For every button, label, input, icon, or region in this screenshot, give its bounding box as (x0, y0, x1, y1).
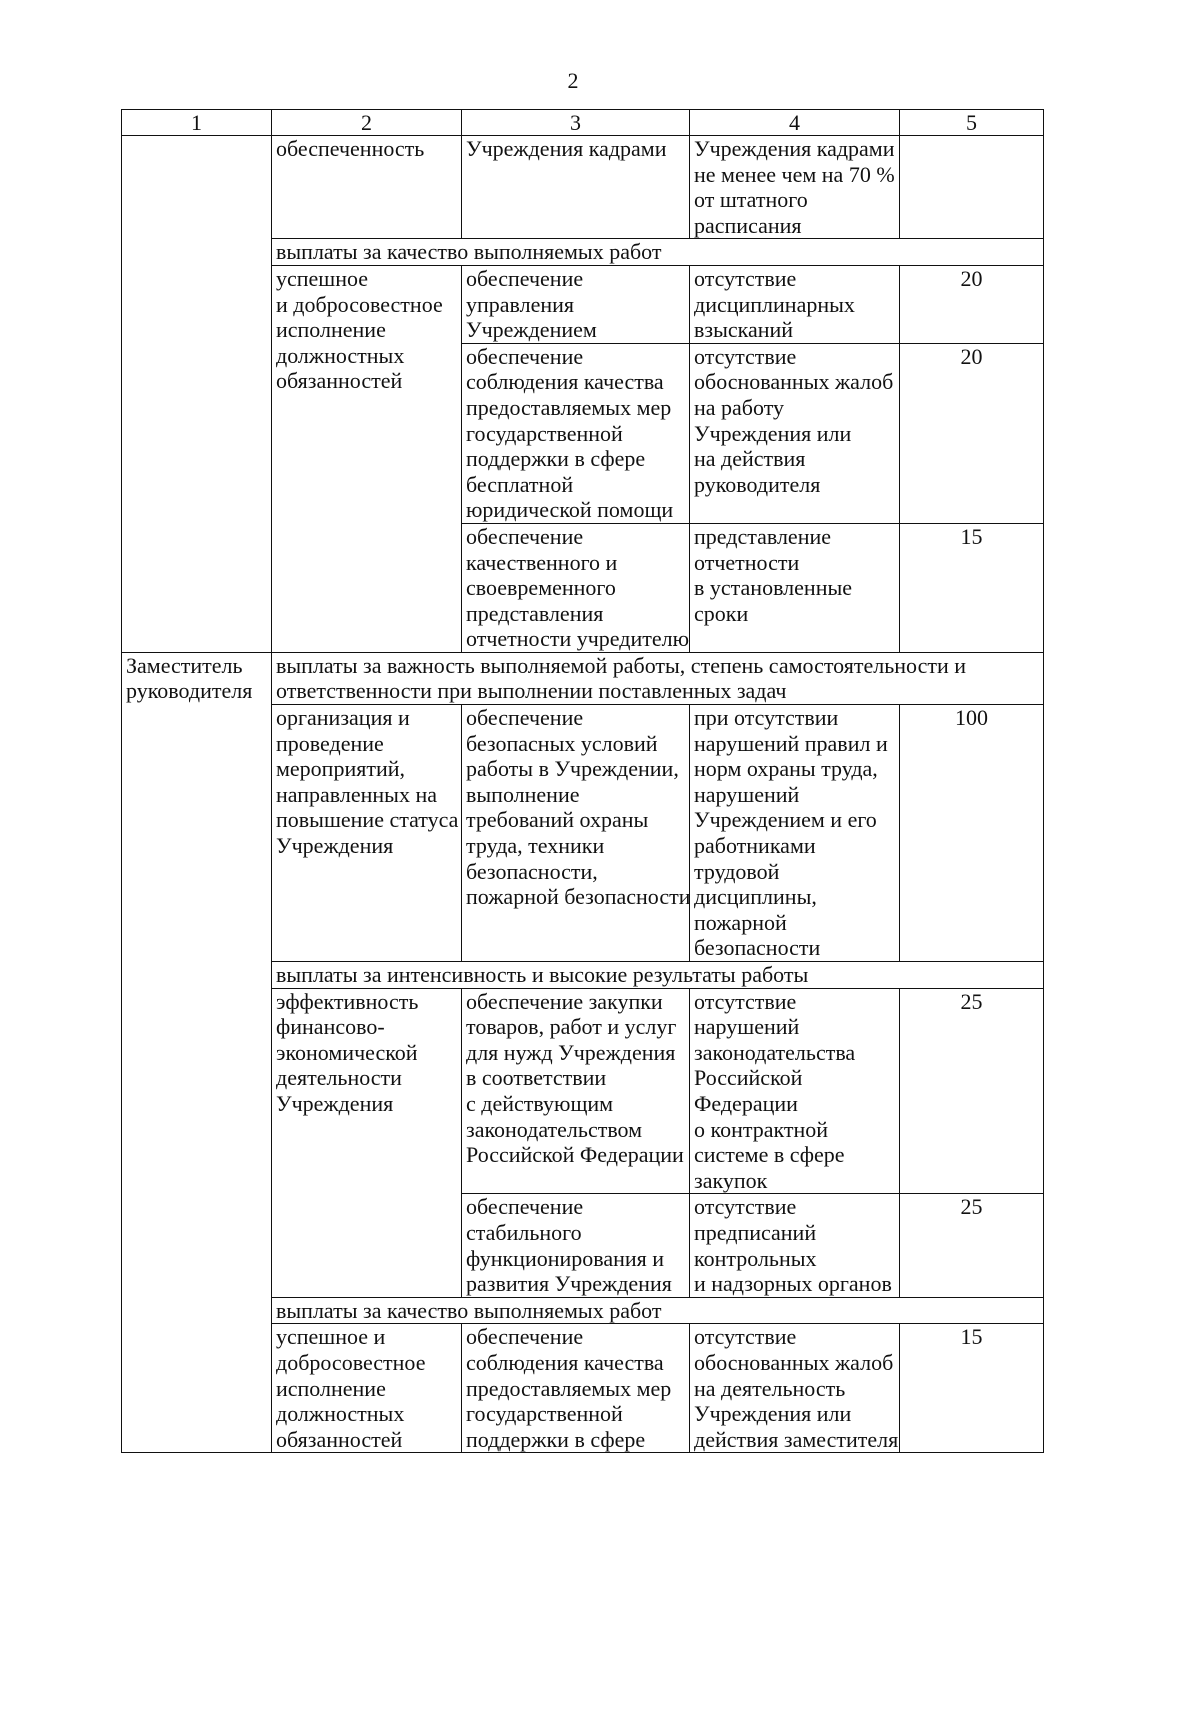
header-cell-3: 3 (462, 110, 690, 136)
header-cell-2: 2 (272, 110, 462, 136)
indicator-cell: отсутствие обоснованных жалоб на деятельность Учреждения или действия заместителя (690, 1324, 900, 1453)
indicator-cell: отсутствие обоснованных жалоб на работу Учреждения или на действия руководителя (690, 343, 900, 523)
percent-cell: 25 (900, 1194, 1044, 1297)
indicator-cell: отсутствие дисциплинарных взысканий (690, 265, 900, 343)
criteria-table (121, 109, 1044, 1453)
indicator-cell: Учреждения кадрами не менее чем на 70 % от штатного расписания (690, 136, 900, 239)
condition-cell: обеспечение соблюдения качества предоставляемых мер государственной поддержки в сфере бесплатной юридической помощи (462, 343, 690, 523)
criterion-cell: успешное и добросовестное исполнение должностных обязанностей (272, 265, 462, 652)
criterion-cell: организация и проведение мероприятий, направленных на повышение статуса Учреждения (272, 705, 462, 962)
table-row (122, 136, 1044, 239)
condition-cell: обеспечение безопасных условий работы в Учреждении, выполнение требований охраны труда, техники безопасности, пожарной безопасности (462, 705, 690, 962)
condition-cell: Учреждения кадрами (462, 136, 690, 239)
header-cell-4: 4 (690, 110, 900, 136)
percent-cell (900, 136, 1044, 239)
position-cell: Заместитель руководителя (122, 652, 272, 1452)
position-cell (122, 136, 272, 653)
table-header-row (122, 110, 1044, 136)
criterion-cell: успешное и добросовестное исполнение должностных обязанностей (272, 1324, 462, 1453)
payment-type-cell: выплаты за качество выполняемых работ (272, 1297, 1044, 1324)
page-number: 2 (567, 68, 579, 93)
condition-cell: обеспечение управления Учреждением (462, 265, 690, 343)
header-cell-5: 5 (900, 110, 1044, 136)
indicator-cell: при отсутствии нарушений правил и норм охраны труда, нарушений Учреждением и его работниками трудовой дисциплины, пожарной безопасности (690, 705, 900, 962)
percent-cell: 15 (900, 523, 1044, 652)
percent-cell: 100 (900, 705, 1044, 962)
indicator-cell: представление отчетности в установленные сроки (690, 523, 900, 652)
payment-type-cell: выплаты за интенсивность и высокие результаты работы (272, 962, 1044, 989)
payment-type-row (122, 652, 1044, 704)
percent-cell: 25 (900, 988, 1044, 1194)
indicator-cell: отсутствие нарушений законодательства Российской Федерации о контрактной системе в сфере закупок (690, 988, 900, 1194)
header-cell-1: 1 (122, 110, 272, 136)
condition-cell: обеспечение качественного и своевременного представления отчетности учредителю (462, 523, 690, 652)
percent-cell: 20 (900, 265, 1044, 343)
condition-cell: обеспечение закупки товаров, работ и услуг для нужд Учреждения в соответствии с действующим законодательством Российской Федерации (462, 988, 690, 1194)
payment-type-cell: выплаты за качество выполняемых работ (272, 239, 1044, 266)
percent-cell: 15 (900, 1324, 1044, 1453)
criterion-cell: обеспеченность (272, 136, 462, 239)
indicator-cell: отсутствие предписаний контрольных и надзорных органов (690, 1194, 900, 1297)
condition-cell: обеспечение соблюдения качества предоставляемых мер государственной поддержки в сфере (462, 1324, 690, 1453)
criterion-cell: эффективность финансово- экономической деятельности Учреждения (272, 988, 462, 1297)
percent-cell: 20 (900, 343, 1044, 523)
condition-cell: обеспечение стабильного функционирования и развития Учреждения (462, 1194, 690, 1297)
payment-type-cell: выплаты за важность выполняемой работы, степень самостоятельности и ответственности при выполнении поставленных задач (272, 652, 1044, 704)
